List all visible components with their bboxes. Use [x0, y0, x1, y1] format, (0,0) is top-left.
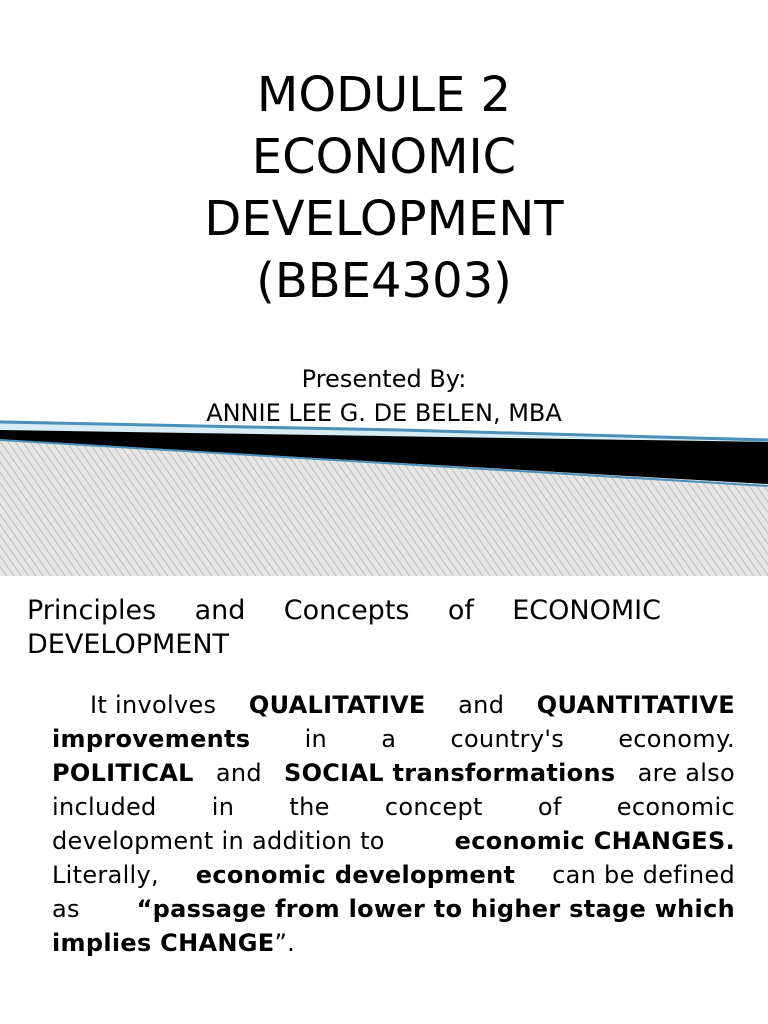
presenter-block [0, 362, 768, 430]
heading-word: ECONOMIC [512, 595, 661, 626]
emphasis-text: economic CHANGES. [454, 827, 735, 855]
heading-line-2: DEVELOPMENT [27, 629, 230, 660]
body-text: and [215, 759, 262, 787]
body-text: It involves [90, 691, 217, 719]
emphasis-text: improvements [52, 725, 251, 753]
body-text: a [381, 725, 397, 753]
body-row [52, 824, 735, 858]
body-row [52, 926, 735, 960]
body-text: included [52, 793, 157, 821]
body-text: economy. [618, 725, 735, 753]
body-row [52, 722, 735, 756]
presented-by-label: Presented By: [301, 365, 467, 393]
slide-title [0, 64, 768, 312]
body-text: economic [616, 793, 735, 821]
emphasis-text: SOCIAL transformations [283, 759, 616, 787]
body-text: can be defined [552, 861, 735, 889]
title-line-2: ECONOMIC [251, 129, 517, 185]
body-text: Literally, [52, 861, 159, 889]
body-text: the [289, 793, 330, 821]
heading-word: and [194, 595, 246, 626]
heading-line-1 [27, 594, 661, 628]
body-row [52, 790, 735, 824]
title-line-3: DEVELOPMENT [204, 191, 564, 247]
body-text: in [304, 725, 328, 753]
slide-heading [27, 594, 661, 662]
heading-word: Concepts [283, 595, 410, 626]
presenter-name: ANNIE LEE G. DE BELEN, MBA [206, 399, 562, 427]
body-row [52, 688, 735, 722]
body-text: in [211, 793, 235, 821]
emphasis-text: QUALITATIVE [248, 691, 426, 719]
body-text: as [52, 895, 80, 923]
emphasis-text: economic development [195, 861, 516, 889]
emphasis-text: QUANTITATIVE [536, 691, 735, 719]
heading-word: Principles [27, 595, 157, 626]
emphasis-text: POLITICAL [52, 759, 194, 787]
body-paragraph [52, 688, 735, 960]
body-row [52, 892, 735, 926]
body-text: development in addition to [52, 827, 385, 855]
content-slide [0, 576, 768, 1024]
emphasis-text: “passage from lower to higher stage which [136, 895, 735, 923]
heading-word: of [447, 595, 474, 626]
body-text: are also [637, 759, 735, 787]
body-text: concept [384, 793, 483, 821]
body-text: ”. [274, 929, 296, 957]
title-line-4: (BBE4303) [256, 253, 512, 309]
emphasis-text: implies CHANGE [52, 929, 275, 957]
body-row [52, 858, 735, 892]
title-line-1: MODULE 2 [256, 67, 512, 123]
body-row [52, 756, 735, 790]
body-text: and [458, 691, 505, 719]
body-text: of [537, 793, 562, 821]
body-text: country's [450, 725, 565, 753]
